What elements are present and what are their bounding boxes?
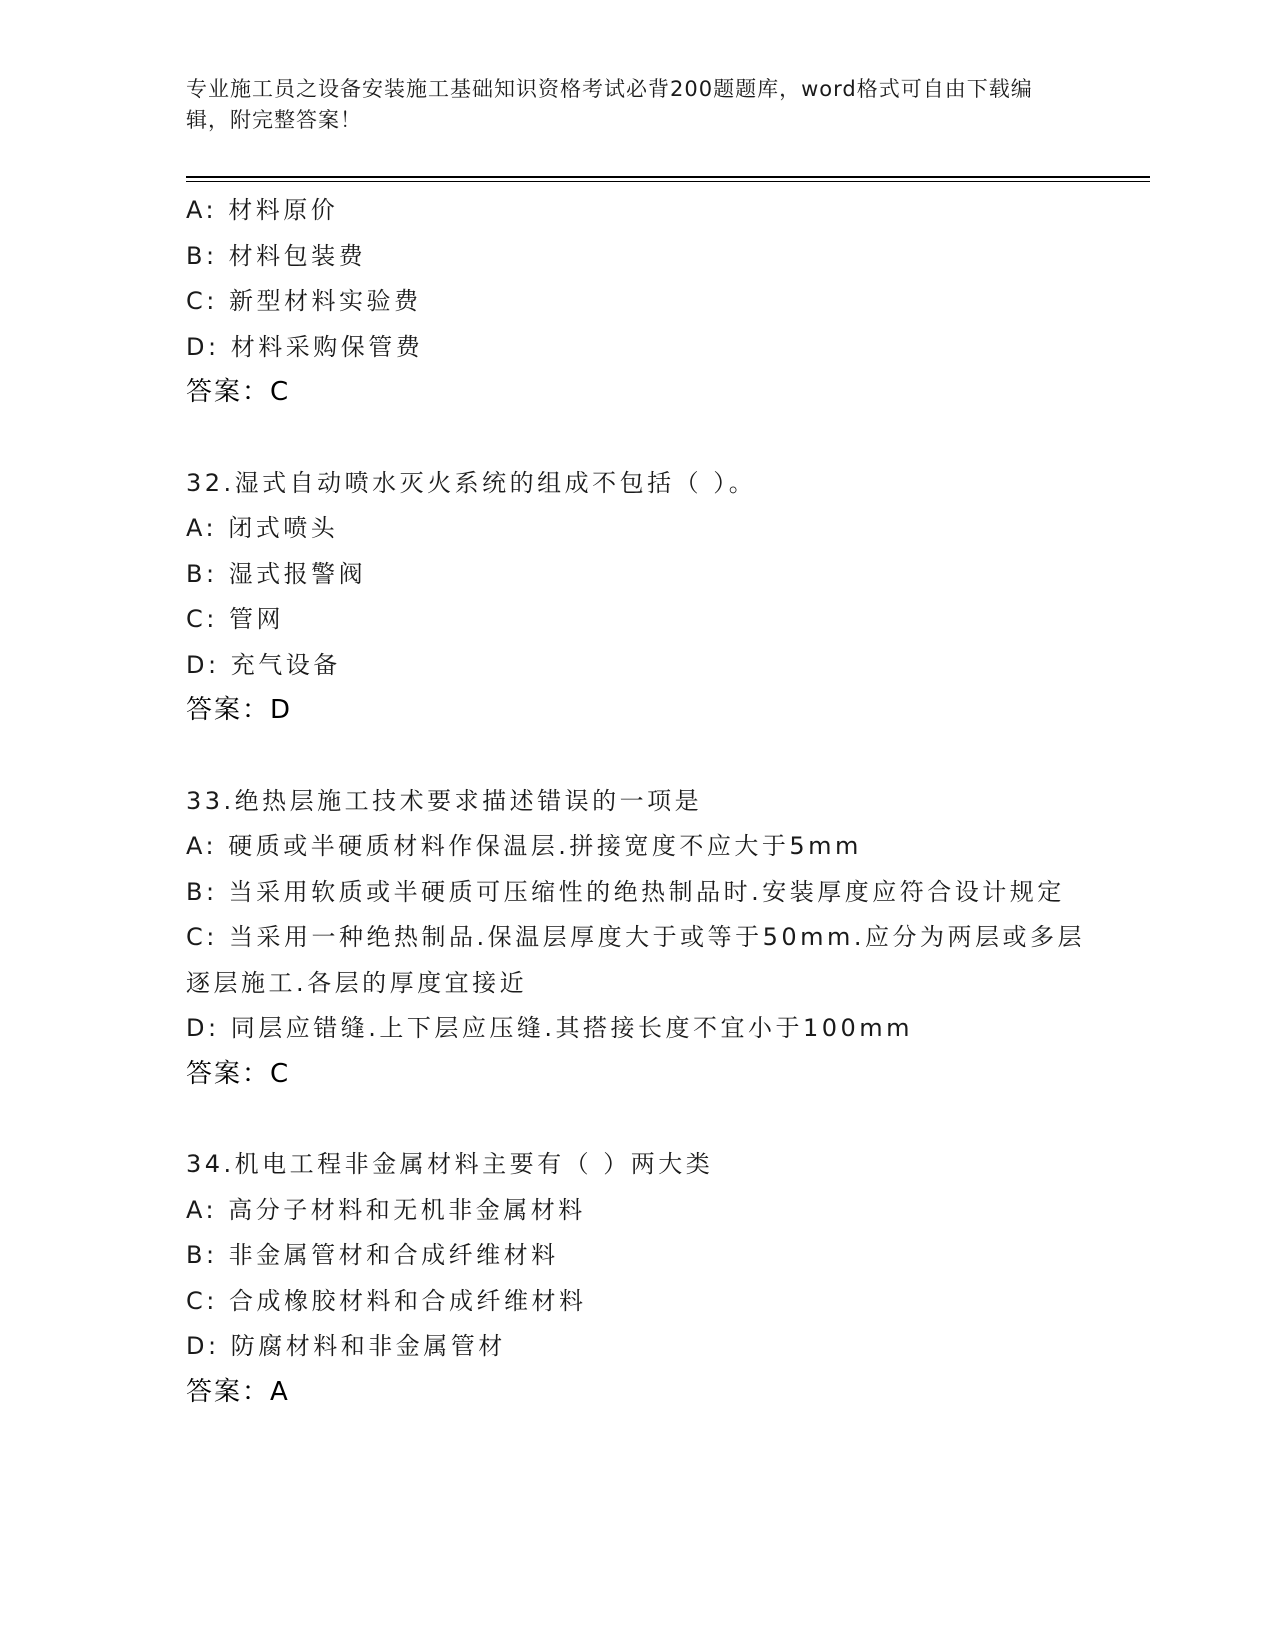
option-b: B: 材料包装费: [186, 241, 367, 270]
option-d: D: 材料采购保管费: [186, 332, 424, 361]
question-text: 34.机电工程非金属材料主要有（ ）两大类: [186, 1150, 714, 1178]
option-b: B: 湿式报警阀: [186, 559, 367, 588]
answer-line: 答案：D: [186, 695, 293, 725]
question-text: 33.绝热层施工技术要求描述错误的一项是: [186, 786, 703, 815]
question-block-34: [186, 1142, 1086, 1415]
option-d: D: 防腐材料和非金属管材: [186, 1332, 506, 1360]
option-d: D: 同层应错缝.上下层应压缝.其搭接长度不宜小于100mm: [186, 1014, 914, 1042]
question-list: [186, 188, 1086, 1415]
option-b: B: 当采用软质或半硬质可压缩性的绝热制品时.安装厚度应符合设计规定: [186, 877, 1065, 906]
option-c: C: 管网: [186, 605, 284, 633]
option-a: A: 硬质或半硬质材料作保温层.拼接宽度不应大于5mm: [186, 832, 862, 860]
option-c: C: 新型材料实验费: [186, 287, 422, 315]
answer-line: 答案：C: [186, 377, 291, 407]
option-c: C: 合成橡胶材料和合成纤维材料: [186, 1286, 587, 1315]
answer-line: 答案：A: [186, 1376, 290, 1407]
question-block-32: [186, 461, 1086, 734]
answer-line: 答案：C: [186, 1058, 291, 1089]
document-header: 专业施工员之设备安装施工基础知识资格考试必背200题题库，word格式可自由下载编辑，附完整答案！: [186, 77, 1033, 132]
option-a: A: 材料原价: [186, 196, 339, 224]
option-d: D: 充气设备: [186, 650, 341, 679]
header-rule-thin: [186, 181, 1150, 182]
option-c: C: 当采用一种绝热制品.保温层厚度大于或等于50mm.应分为两层或多层逐层施工.各层的厚度宜接近: [186, 923, 1086, 997]
option-b: B: 非金属管材和合成纤维材料: [186, 1241, 559, 1269]
header-rule-thick: [186, 176, 1150, 178]
option-a: A: 高分子材料和无机非金属材料: [186, 1195, 586, 1224]
option-a: A: 闭式喷头: [186, 514, 339, 542]
question-block-31: [186, 188, 1086, 416]
question-block-33: [186, 779, 1086, 1098]
question-text: 32.湿式自动喷水灭火系统的组成不包括（ ）。: [186, 468, 757, 497]
